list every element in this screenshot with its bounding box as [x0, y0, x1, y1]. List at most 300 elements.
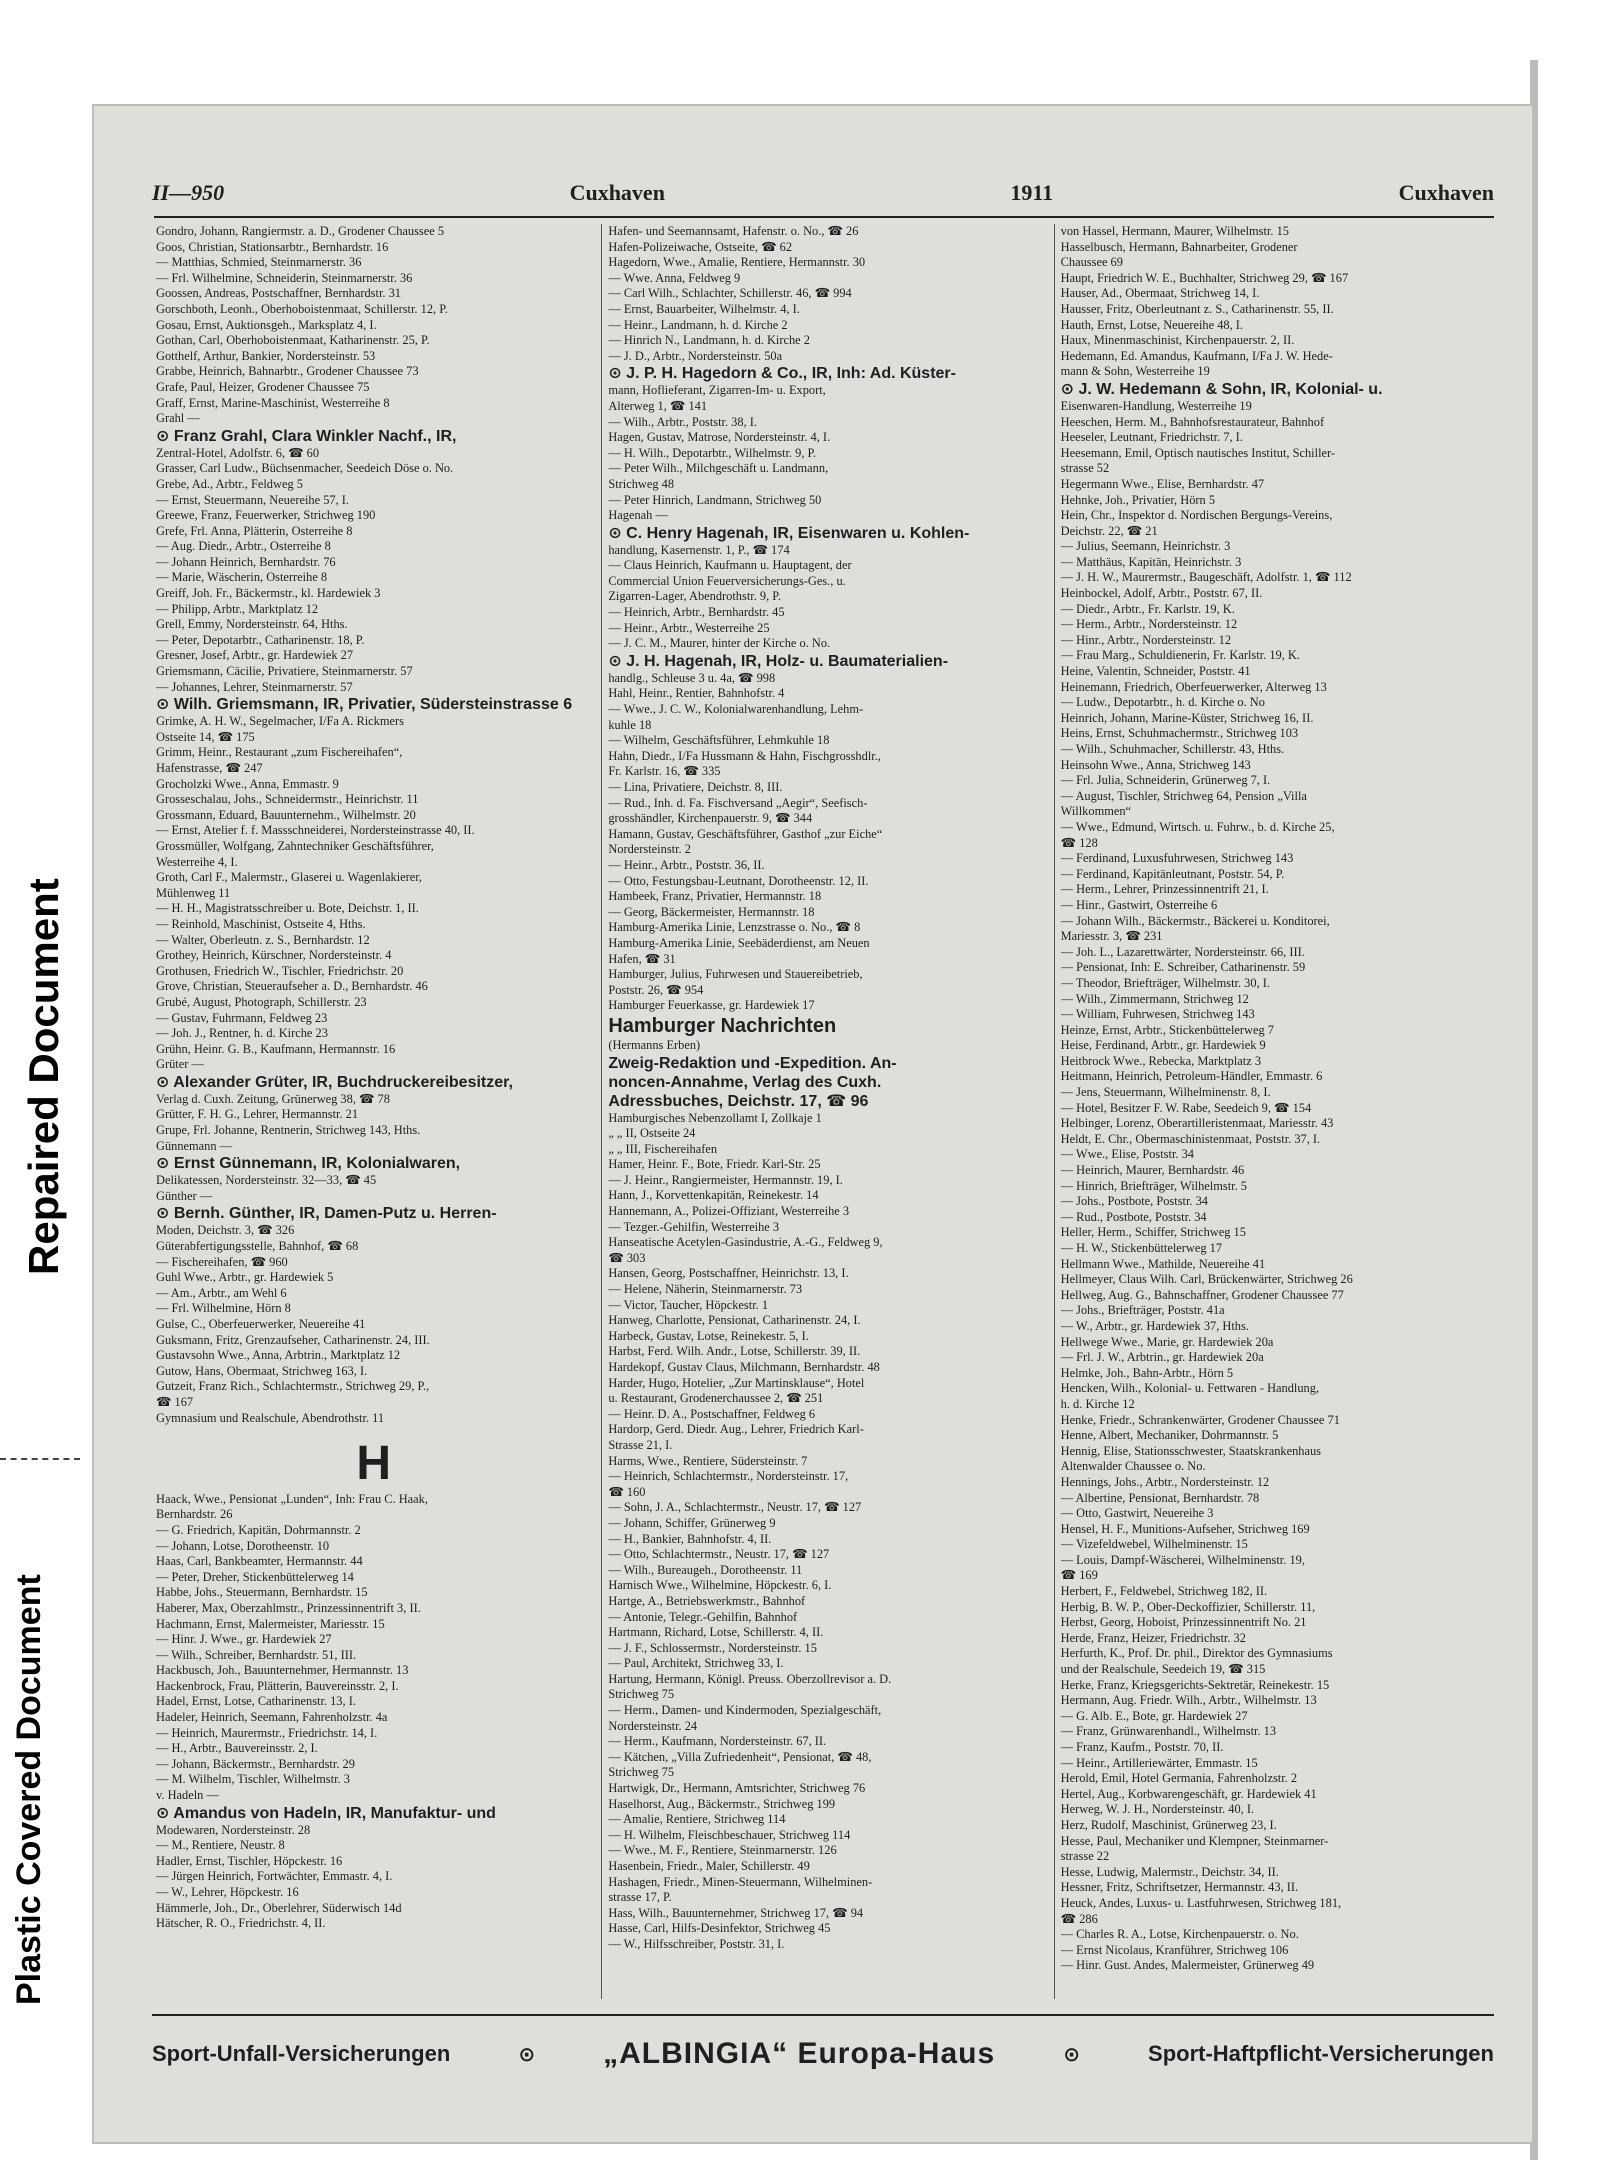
header-city-right: Cuxhaven [1398, 180, 1494, 205]
footer-right-ad: Sport-Haftpflicht-Versicherungen [1148, 2041, 1494, 2066]
directory-entry: Heitbrock Wwe., Rebecka, Marktplatz 3 [1060, 1053, 1262, 1068]
directory-entry: Hennig, Elise, Stationsschwester, Staatskrankenhaus [1060, 1443, 1321, 1458]
directory-entry: ⊙ Ernst Günnemann, IR, Kolonialwaren, [156, 1155, 461, 1173]
directory-entry: Heinrich, Johann, Marine-Küster, Strichweg 16, II. [1060, 710, 1314, 725]
directory-entry: Nordersteinstr. 2 [608, 842, 691, 857]
directory-entry: — Heinrich, Maurermstr., Friedrichstr. 14, I. [156, 1725, 378, 1740]
directory-entry: ⊙ Amandus von Hadeln, IR, Manufaktur- und [156, 1804, 496, 1822]
page-number: II—950 [152, 180, 225, 205]
directory-entry: Hartmann, Richard, Lotse, Schillerstr. 4, II. [608, 1625, 824, 1640]
directory-entry: — Ernst Nicolaus, Kranführer, Strichweg 106 [1060, 1942, 1289, 1957]
directory-entry: Herke, Franz, Kriegsgerichts-Sektretär, Reinekestr. 15 [1060, 1677, 1330, 1692]
directory-page [92, 104, 1534, 2144]
directory-entry: — Heinr. D. A., Postschaffner, Feldweg 6 [608, 1406, 816, 1421]
directory-entry: — Ernst, Steuermann, Neuereihe 57, I. [156, 492, 350, 507]
directory-entry: Heise, Ferdinand, Arbtr., gr. Hardewiek 9 [1060, 1038, 1266, 1053]
directory-entry: Gulse, C., Oberfeuerwerker, Neuereihe 41 [156, 1317, 366, 1331]
directory-entry: Harnisch Wwe., Wilhelmine, Höpckestr. 6, I. [608, 1578, 832, 1593]
directory-entry: — Hinrich, Briefträger, Wilhelmstr. 5 [1060, 1178, 1247, 1193]
directory-entry: — Kätchen, „Villa Zufriedenheit“, Pensionat, ☎ 48, [608, 1749, 872, 1764]
directory-entry: ⊙ Bernh. Günther, IR, Damen-Putz u. Herren- [156, 1205, 497, 1223]
directory-entry: Hessner, Fritz, Schriftsetzer, Hermannstr. 43, II. [1060, 1880, 1299, 1895]
directory-entry: Hamer, Heinr. F., Bote, Friedr. Karl-Str. 25 [608, 1157, 821, 1172]
directory-entry: Grahl — [156, 411, 200, 426]
directory-entry: — Peter Wilh., Milchgeschäft u. Landmann, [608, 461, 829, 476]
directory-entry: Nordersteinstr. 24 [608, 1718, 698, 1733]
directory-entry: Hennings, Johs., Arbtr., Nordersteinstr. 12 [1060, 1474, 1270, 1489]
directory-entry: Helmke, Joh., Bahn-Arbtr., Hörn 5 [1060, 1365, 1234, 1380]
column-1 [156, 224, 591, 1999]
directory-entry: Hellmeyer, Claus Wilh. Carl, Brückenwärter, Strichweg 26 [1060, 1272, 1353, 1287]
directory-entry: Grothusen, Friedrich W., Tischler, Friedrichstr. 20 [156, 963, 404, 978]
directory-entry: — Tezger.-Gehilfin, Westerreihe 3 [608, 1219, 780, 1234]
directory-entry: handlg., Schleuse 3 u. 4a, ☎ 998 [608, 670, 776, 685]
directory-entry: — Johannes, Lehrer, Steinmarnerstr. 57 [156, 679, 353, 694]
directory-entry: — W., Arbtr., gr. Hardewiek 37, Hths. [1060, 1318, 1249, 1333]
directory-entry: Herold, Emil, Hotel Germania, Fahrenholzstr. 2 [1060, 1771, 1298, 1786]
directory-entry: — Johs., Briefträger, Poststr. 41a [1060, 1303, 1225, 1318]
directory-entry: Zentral-Hotel, Adolfstr. 6, ☎ 60 [156, 445, 320, 460]
directory-entry: Gustavsohn Wwe., Anna, Arbtrin., Marktplatz 12 [156, 1348, 401, 1363]
directory-entry: Günther — [156, 1188, 213, 1203]
directory-columns [156, 224, 1496, 1999]
directory-entry: Harms, Wwe., Rentiere, Südersteinstr. 7 [608, 1453, 808, 1468]
directory-entry: — Diedr., Arbtr., Fr. Karlstr. 19, K. [1060, 601, 1235, 616]
directory-entry: Hesse, Paul, Mechaniker und Klempner, Steinmarner- [1060, 1833, 1329, 1848]
directory-entry: v. Hadeln — [156, 1788, 219, 1803]
directory-entry: Hamann, Gustav, Geschäftsführer, Gasthof „zur Eiche“ [608, 826, 883, 841]
directory-entry: Hambeek, Franz, Privatier, Hermannstr. 18 [608, 889, 822, 904]
directory-entry: — H., Bankier, Bahnhofstr. 4, II. [608, 1531, 772, 1546]
directory-entry: Hagedorn, Wwe., Amalie, Rentiere, Hermannstr. 30 [608, 255, 866, 270]
header-city-left: Cuxhaven [569, 180, 665, 205]
directory-entry: Hasenbein, Friedr., Maler, Schillerstr. 49 [608, 1859, 810, 1873]
directory-entry: — Matthias, Schmied, Steinmarnerstr. 36 [156, 255, 362, 270]
directory-entry: Hamburgisches Nebenzollamt I, Zollkaje 1 [608, 1110, 822, 1125]
directory-entry: ⊙ J. P. H. Hagedorn & Co., IR, Inh: Ad. Küster- [608, 365, 956, 383]
directory-entry: Heinemann, Friedrich, Oberfeuerwerker, Alterweg 13 [1060, 679, 1327, 694]
directory-entry: — Louis, Dampf-Wäscherei, Wilhelminenstr. 19, [1060, 1552, 1305, 1567]
directory-entry: — H. Wilh., Depotarbtr., Wilhelmstr. 9, P. [608, 445, 817, 460]
directory-entry: Gutzeit, Franz Rich., Schlachtermstr., Strichweg 29, P., [156, 1379, 430, 1394]
directory-entry: Strichweg 75 [608, 1765, 675, 1780]
directory-entry: Hartge, A., Betriebswerkmstr., Bahnhof [608, 1593, 806, 1608]
section-heading: Hamburger Nachrichten [608, 1014, 837, 1037]
directory-entry: Gutow, Hans, Obermaat, Strichweg 163, I. [156, 1363, 368, 1378]
highlighted-entry: Adressbuches, Deichstr. 17, ☎ 96 [608, 1092, 869, 1110]
directory-entry: — Gustav, Fuhrmann, Feldweg 23 [156, 1010, 328, 1025]
directory-entry: — Rud., Postbote, Poststr. 34 [1060, 1209, 1207, 1224]
directory-entry: Hamburg-Amerika Linie, Seebäderdienst, am Neuen [608, 935, 870, 950]
directory-entry: Hauser, Ad., Obermaat, Strichweg 14, I. [1060, 286, 1260, 301]
column-2 [601, 224, 1043, 1999]
directory-entry: ⊙ Alexander Grüter, IR, Buchdruckereibesitzer, [156, 1073, 513, 1091]
directory-entry: Hamburger Feuerkasse, gr. Hardewiek 17 [608, 998, 815, 1013]
directory-entry: — Heinr., Arbtr., Westerreihe 25 [608, 620, 770, 635]
directory-entry: Gorschboth, Leonh., Oberhoboistenmaat, Schillerstr. 12, P. [156, 301, 448, 316]
directory-entry: Gosau, Ernst, Auktionsgeh., Marksplatz 4, I. [156, 317, 377, 332]
directory-entry: — Peter Hinrich, Landmann, Strichweg 50 [608, 492, 822, 507]
directory-entry: — J. D., Arbtr., Nordersteinstr. 50a [608, 348, 783, 363]
directory-entry: u. Restaurant, Grodenerchaussee 2, ☎ 251 [608, 1391, 824, 1406]
directory-entry: Helbinger, Lorenz, Oberartilleristenmaat, Mariesstr. 43 [1060, 1116, 1334, 1131]
directory-entry: — Ernst, Atelier f. f. Massschneiderei, Nordersteinstrasse 40, II. [156, 823, 475, 838]
directory-entry: — Claus Heinrich, Kaufmann u. Hauptagent, der [608, 558, 852, 573]
directory-entry: — J. Heinr., Rangiermeister, Hermannstr. 19, I. [608, 1172, 843, 1187]
directory-entry: Günnemann — [156, 1138, 233, 1153]
directory-entry: — Philipp, Arbtr., Marktplatz 12 [156, 601, 319, 616]
directory-entry: Goossen, Andreas, Postschaffner, Bernhardstr. 31 [156, 286, 401, 301]
directory-entry: — Frl. Wilhelmine, Schneiderin, Steinmarnerstr. 36 [156, 270, 413, 285]
directory-entry: Heinze, Ernst, Arbtr., Stickenbüttelerweg 7 [1060, 1022, 1274, 1037]
directory-entry: — W., Lehrer, Höpckestr. 16 [156, 1885, 299, 1899]
directory-entry: Grefe, Frl. Anna, Plätterin, Osterreihe 8 [156, 523, 353, 538]
directory-entry: ☎ 286 [1060, 1911, 1098, 1926]
directory-entry: Hesse, Ludwig, Malermstr., Deichstr. 34, II. [1060, 1864, 1279, 1879]
directory-entry: ☎ 167 [156, 1394, 194, 1409]
directory-entry: (Hermanns Erben) [608, 1037, 701, 1052]
directory-entry: — Wwe., M. F., Rentiere, Steinmarnerstr. 126 [608, 1843, 837, 1858]
advertisement-footer [152, 2014, 1494, 2084]
directory-entry: Hellwege Wwe., Marie, gr. Hardewiek 20a [1060, 1334, 1274, 1349]
directory-entry: Mühlenweg 11 [156, 885, 231, 900]
directory-entry: Hensel, H. F., Munitions-Aufseher, Strichweg 169 [1060, 1521, 1310, 1536]
directory-entry: — Amalie, Rentiere, Strichweg 114 [608, 1812, 786, 1827]
directory-entry: — Johann Heinrich, Bernhardstr. 76 [156, 554, 336, 569]
directory-entry: Henke, Friedr., Schrankenwärter, Grodener Chaussee 71 [1060, 1412, 1340, 1427]
directory-entry: Heeseler, Leutnant, Friedrichstr. 7, I. [1060, 430, 1243, 445]
directory-entry: Greewe, Franz, Feuerwerker, Strichweg 190 [156, 508, 376, 523]
directory-entry: Hagen, Gustav, Matrose, Nordersteinstr. 4, I. [608, 430, 831, 445]
directory-entry: Modewaren, Nordersteinstr. 28 [156, 1822, 311, 1837]
repaired-label: Repaired Document [20, 878, 67, 1275]
directory-entry: — Hinrich N., Landmann, h. d. Kirche 2 [608, 333, 810, 348]
directory-entry: Hauth, Ernst, Lotse, Neuereihe 48, I. [1060, 317, 1244, 332]
directory-entry: Heins, Ernst, Schuhmachermstr., Strichweg 103 [1060, 726, 1299, 741]
directory-entry: Harbeck, Gustav, Lotse, Reinekestr. 5, I. [608, 1328, 809, 1343]
directory-entry: Haack, Wwe., Pensionat „Lunden“, Inh: Frau C. Haak, [156, 1491, 428, 1506]
directory-entry: Habbe, Johs., Steuermann, Bernhardstr. 15 [156, 1585, 368, 1600]
directory-entry: — Lina, Privatiere, Deichstr. 8, III. [608, 780, 783, 794]
directory-entry: — Herm., Kaufmann, Nordersteinstr. 67, II. [608, 1734, 827, 1749]
directory-entry: — Heinr., Landmann, h. d. Kirche 2 [608, 317, 788, 332]
directory-entry: ☎ 160 [608, 1484, 646, 1499]
directory-entry: — Pensionat, Inh: E. Schreiber, Catharinenstr. 59 [1060, 960, 1306, 975]
directory-entry: — G. Friedrich, Kapitän, Dohrmannstr. 2 [156, 1522, 361, 1537]
directory-entry: Moden, Deichstr. 3, ☎ 326 [156, 1223, 295, 1238]
directory-entry: Hansen, Georg, Postschaffner, Heinrichstr. 13, I. [608, 1266, 849, 1281]
directory-entry: Hartung, Hermann, Königl. Preuss. Oberzollrevisor a. D. [608, 1671, 892, 1686]
directory-entry: Strichweg 75 [608, 1687, 675, 1702]
directory-entry: Chaussee 69 [1060, 255, 1123, 270]
directory-entry: Hardekopf, Gustav Claus, Milchmann, Bernhardstr. 48 [608, 1360, 880, 1374]
directory-entry: Zigarren-Lager, Abendrothstr. 9, P. [608, 589, 781, 604]
directory-entry: Delikatessen, Nordersteinstr. 32—33, ☎ 45 [156, 1173, 377, 1188]
directory-entry: — Joh. L., Lazarettwärter, Nordersteinstr. 66, III. [1060, 944, 1305, 959]
directory-entry: — Wilhelm, Geschäftsführer, Lehmkuhle 18 [608, 733, 830, 748]
directory-entry: Hafen- und Seemannsamt, Hafenstr. o. No., ☎ 26 [608, 224, 859, 238]
directory-entry: — Johann Wilh., Bäckermstr., Bäckerei u. Konditorei, [1060, 913, 1330, 928]
directory-entry: Haberer, Max, Oberzahlmstr., Prinzessinnentrift 3, II. [156, 1600, 421, 1615]
directory-entry: — Heinrich, Schlachtermstr., Nordersteinstr. 17, [608, 1469, 849, 1484]
directory-entry: — Johann, Lotse, Dorotheenstr. 10 [156, 1538, 330, 1553]
directory-entry: Gresner, Josef, Arbtr., gr. Hardewiek 27 [156, 648, 354, 663]
directory-entry: — Otto, Festungsbau-Leutnant, Dorotheenstr. 12, II. [608, 873, 869, 888]
directory-entry: — J. F., Schlossermstr., Nordersteinstr. 15 [608, 1640, 817, 1655]
directory-entry: — Frau Marg., Schuldienerin, Fr. Karlstr. 19, K. [1060, 648, 1300, 663]
directory-entry: — Frl. Wilhelmine, Hörn 8 [156, 1301, 291, 1316]
directory-entry: — Matthäus, Kapitän, Heinrichstr. 3 [1060, 554, 1242, 569]
directory-entry: Herbig, B. W. P., Ober-Deckoffizier, Schillerstr. 11, [1060, 1599, 1316, 1614]
directory-entry: Gondro, Johann, Rangiermstr. a. D., Grodener Chaussee 5 [156, 224, 445, 238]
directory-entry: „ „ III, Fischereihafen [608, 1141, 718, 1156]
directory-entry: strasse 17, P. [608, 1890, 672, 1905]
directory-entry: Grocholzki Wwe., Anna, Emmastr. 9 [156, 776, 339, 791]
directory-entry: — Vizefeldwebel, Wilhelminenstr. 15 [1060, 1537, 1248, 1552]
directory-entry: Hardorp, Gerd. Diedr. Aug., Lehrer, Friedrich Karl- [608, 1422, 864, 1437]
directory-entry: — Ernst, Bauarbeiter, Wilhelmstr. 4, I. [608, 301, 800, 316]
directory-entry: — Jürgen Heinrich, Fortwächter, Emmastr. 4, I. [156, 1869, 393, 1884]
directory-entry: Grimm, Heinr., Restaurant „zum Fischereihafen“, [156, 745, 403, 760]
highlighted-entry: Zweig-Redaktion und -Expedition. An- [608, 1054, 897, 1072]
directory-entry: — Ferdinand, Kapitänleutnant, Poststr. 54, P. [1060, 866, 1285, 881]
directory-entry: Grasser, Carl Ludw., Büchsenmacher, Seedeich Döse o. No. [156, 461, 454, 476]
directory-entry: Altenwalder Chaussee o. No. [1060, 1459, 1206, 1474]
directory-entry: Grimke, A. H. W., Segelmacher, I/Fa A. Rickmers [156, 714, 404, 729]
directory-entry: Graff, Ernst, Marine-Maschinist, Westerreihe 8 [156, 395, 390, 410]
directory-entry: Hehnke, Joh., Privatier, Hörn 5 [1060, 492, 1216, 507]
directory-entry: Heitmann, Heinrich, Petroleum-Händler, Emmastr. 6 [1060, 1069, 1323, 1084]
directory-entry: Strichweg 48 [608, 476, 675, 491]
directory-entry: — Julius, Seemann, Heinrichstr. 3 [1060, 539, 1231, 554]
directory-entry: Grell, Emmy, Nordersteinstr. 64, Hths. [156, 617, 348, 632]
directory-entry: — Hotel, Besitzer F. W. Rabe, Seedeich 9, ☎ 154 [1060, 1100, 1312, 1115]
directory-entry: Hencken, Wilh., Kolonial- u. Fettwaren - Handlung, [1060, 1381, 1320, 1396]
directory-entry: — Hinr. Gust. Andes, Malermeister, Grünerweg 49 [1060, 1958, 1315, 1973]
directory-entry: — Wwe. Anna, Feldweg 9 [608, 270, 741, 285]
directory-entry: Grove, Christian, Steueraufseher a. D., Bernhardstr. 46 [156, 979, 428, 994]
directory-entry: — Johann, Schiffer, Grünerweg 9 [608, 1515, 776, 1530]
directory-entry: — Hinr. J. Wwe., gr. Hardewiek 27 [156, 1632, 332, 1647]
directory-entry: Herfurth, K., Prof. Dr. phil., Direktor des Gymnasiums [1060, 1646, 1333, 1661]
directory-entry: Grossmüller, Wolfgang, Zahntechniker Geschäftsführer, [156, 838, 434, 853]
directory-entry: — Wilh., Schreiber, Bernhardstr. 51, III. [156, 1647, 357, 1662]
directory-entry: Hass, Wilh., Bauunternehmer, Strichweg 17, ☎ 94 [608, 1905, 864, 1920]
directory-entry: Hagenah — [608, 508, 668, 523]
directory-entry: — Herm., Arbtr., Nordersteinstr. 12 [1060, 617, 1238, 632]
directory-entry: Henne, Albert, Mechaniker, Dohrmannstr. 5 [1060, 1428, 1279, 1443]
directory-entry: Hadeler, Heinrich, Seemann, Fahrenholzstr. 4a [156, 1710, 388, 1725]
footer-center-ad: „ALBINGIA“ Europa-Haus [603, 2037, 996, 2070]
directory-entry: Heeschen, Herm. M., Bahnhofsrestaurateur, Bahnhof [1060, 414, 1325, 429]
directory-entry: — Wwe., Edmund, Wirtsch. u. Fuhrw., b. d. Kirche 25, [1060, 819, 1335, 834]
directory-entry: — Johs., Postbote, Poststr. 34 [1060, 1194, 1208, 1209]
directory-entry: — Fischereihafen, ☎ 960 [156, 1254, 288, 1269]
directory-entry: — Albertine, Pensionat, Bernhardstr. 78 [1060, 1490, 1260, 1505]
directory-entry: Hertel, Aug., Korbwarengeschäft, gr. Hardewiek 41 [1060, 1786, 1317, 1801]
directory-entry: Hamburger, Julius, Fuhrwesen und Stauereibetrieb, [608, 967, 863, 982]
directory-entry: — Otto, Gastwirt, Neuereihe 3 [1060, 1506, 1214, 1521]
directory-entry: Guksmann, Fritz, Grenzaufseher, Catharinenstr. 24, III. [156, 1332, 430, 1347]
page-header [152, 180, 1494, 216]
directory-entry: Heuck, Andes, Luxus- u. Lastfuhrwesen, Strichweg 181, [1060, 1895, 1342, 1910]
footer-left-ad: Sport-Unfall-Versicherungen [152, 2041, 451, 2066]
directory-entry: — Paul, Architekt, Strichweg 33, I. [608, 1656, 784, 1671]
directory-entry: Gothan, Carl, Oberhoboistenmaat, Katharinenstr. 25, P. [156, 333, 430, 348]
directory-entry: — M., Rentiere, Neustr. 8 [156, 1838, 285, 1853]
directory-entry: Herweg, W. J. H., Nordersteinstr. 40, I. [1060, 1802, 1255, 1817]
directory-entry: — Wwe., J. C. W., Kolonialwarenhandlung, Lehm- [608, 702, 864, 717]
directory-entry: — Victor, Taucher, Höpckestr. 1 [608, 1297, 769, 1312]
footer-dot-left: ⊙ [518, 2043, 536, 2066]
directory-entry: Hellmann Wwe., Mathilde, Neuereihe 41 [1060, 1256, 1266, 1271]
directory-entry: Hein, Chr., Inspektor d. Nordischen Bergungs-Vereins, [1060, 508, 1333, 523]
directory-entry: — M. Wilhelm, Tischler, Wilhelmstr. 3 [156, 1772, 350, 1787]
directory-entry: — William, Fuhrwesen, Strichweg 143 [1060, 1007, 1255, 1022]
directory-entry: Gotthelf, Arthur, Bankier, Nordersteinstr. 53 [156, 348, 376, 363]
directory-entry: Hämmerle, Joh., Dr., Oberlehrer, Süderwisch 14d [156, 1900, 402, 1915]
directory-entry: Hedemann, Ed. Amandus, Kaufmann, I/Fa J. W. Hede- [1060, 348, 1333, 363]
directory-entry: Grossmann, Eduard, Bauunternehm., Wilhelmstr. 20 [156, 807, 416, 822]
directory-entry: — Marie, Wäscherin, Osterreihe 8 [156, 570, 328, 585]
directory-entry: Bernhardstr. 26 [156, 1507, 233, 1522]
directory-entry: ⊙ C. Henry Hagenah, IR, Eisenwaren u. Kohlen- [608, 524, 970, 542]
directory-entry: — Wilh., Schuhmacher, Schillerstr. 43, Hths. [1060, 742, 1285, 756]
directory-entry: — Peter, Dreher, Stickenbüttelerweg 14 [156, 1569, 354, 1584]
directory-entry: grosshändler, Kirchenpauerstr. 9, ☎ 344 [608, 811, 813, 826]
directory-entry: — W., Hilfsschreiber, Poststr. 31, I. [608, 1936, 785, 1951]
directory-entry: — Hinr., Gastwirt, Osterreihe 6 [1060, 897, 1218, 912]
directory-entry: — Charles R. A., Lotse, Kirchenpauerstr. o. No. [1060, 1927, 1299, 1942]
section-letter: H [356, 1437, 391, 1491]
directory-entry: Hasse, Carl, Hilfs-Desinfektor, Strichweg 45 [608, 1921, 831, 1936]
header-year: 1911 [1010, 180, 1054, 205]
directory-entry: — Carl Wilh., Schlachter, Schillerstr. 46, ☎ 994 [608, 286, 852, 301]
directory-entry: — Reinhold, Maschinist, Ostseite 4, Hths. [156, 916, 366, 931]
directory-entry: — Ferdinand, Luxusfuhrwesen, Strichweg 143 [1060, 851, 1294, 866]
directory-entry: — Heinr., Arbtr., Poststr. 36, II. [608, 857, 765, 872]
directory-entry: Heesemann, Emil, Optisch nautisches Institut, Schiller- [1060, 445, 1336, 460]
directory-entry: Strasse 21, I. [608, 1437, 673, 1452]
directory-entry: Groth, Carl F., Malermstr., Glaserei u. Wagenlakierer, [156, 870, 423, 885]
directory-entry: Haas, Carl, Bankbeamter, Hermannstr. 44 [156, 1554, 363, 1569]
directory-entry: — August, Tischler, Strichweg 64, Pension „Villa [1060, 788, 1307, 803]
directory-entry: — Hinr., Arbtr., Nordersteinstr. 12 [1060, 632, 1232, 647]
directory-entry: Willkommen“ [1060, 804, 1132, 819]
directory-entry: Güterabfertigungsstelle, Bahnhof, ☎ 68 [156, 1239, 359, 1254]
directory-entry: Hegermann Wwe., Elise, Bernhardstr. 47 [1060, 476, 1265, 491]
directory-entry: Heinbockel, Adolf, Arbtr., Poststr. 67, II. [1060, 586, 1263, 601]
directory-entry: — Jens, Steuermann, Wilhelminenstr. 8, I. [1060, 1085, 1271, 1100]
header-rule [154, 216, 1494, 218]
directory-entry: Griemsmann, Cäcilie, Privatiere, Steinmarnerstr. 57 [156, 664, 413, 679]
directory-entry: — J. H. W., Maurermstr., Baugeschäft, Adolfstr. 1, ☎ 112 [1060, 570, 1352, 585]
directory-entry: Eisenwaren-Handlung, Westerreihe 19 [1060, 398, 1252, 413]
directory-entry: kuhle 18 [608, 717, 652, 732]
directory-entry: — Am., Arbtr., am Wehl 6 [156, 1285, 287, 1300]
directory-entry: Grebe, Ad., Arbtr., Feldweg 5 [156, 476, 303, 491]
directory-entry: Westerreihe 4, I. [156, 854, 238, 869]
directory-entry: — Peter, Depotarbtr., Catharinenstr. 18, P. [156, 632, 365, 647]
directory-entry: Haux, Minenmaschinist, Kirchenpauerstr. 2, II. [1060, 333, 1295, 348]
directory-entry: Grosseschalau, Johs., Schneidermstr., Heinrichstr. 11 [156, 792, 419, 807]
directory-entry: Hackbusch, Joh., Bauunternehmer, Hermannstr. 13 [156, 1663, 409, 1678]
directory-entry: mann & Sohn, Westerreihe 19 [1060, 364, 1210, 379]
directory-entry: Alterweg 1, ☎ 141 [608, 398, 708, 413]
directory-entry: — Wilh., Zimmermann, Strichweg 12 [1060, 991, 1249, 1006]
column-3 [1054, 224, 1496, 1999]
directory-entry: strasse 22 [1060, 1849, 1110, 1864]
directory-entry: Fr. Karlstr. 16, ☎ 335 [608, 764, 721, 779]
directory-entry: Hafenstrasse, ☎ 247 [156, 761, 263, 775]
directory-entry: — Wilh., Arbtr., Poststr. 38, I. [608, 414, 757, 429]
directory-entry: Hamburg-Amerika Linie, Lenzstrasse o. No., ☎ 8 [608, 920, 861, 935]
directory-entry: Poststr. 26, ☎ 954 [608, 982, 704, 997]
directory-entry: Grabbe, Heinrich, Bahnarbtr., Grodener Chaussee 73 [156, 364, 419, 379]
directory-entry: Heine, Valentin, Schneider, Poststr. 41 [1060, 664, 1251, 679]
directory-entry: handlung, Kasernenstr. 1, P., ☎ 174 [608, 542, 790, 557]
directory-entry: Herz, Rudolf, Maschinist, Grünerweg 23, I. [1060, 1817, 1277, 1832]
directory-entry: ☎ 169 [1060, 1568, 1098, 1583]
directory-entry: — J. C. M., Maurer, hinter der Kirche o. No. [608, 636, 831, 651]
directory-entry: Hackenbrock, Frau, Plätterin, Bauvereinsstr. 2, I. [156, 1678, 399, 1693]
directory-entry: ☎ 303 [608, 1250, 646, 1265]
directory-entry: Heinsohn Wwe., Anna, Strichweg 143 [1060, 757, 1251, 772]
directory-entry: Grütter, F. H. G., Lehrer, Hermannstr. 21 [156, 1107, 359, 1122]
directory-entry: Hellweg, Aug. G., Bahnschaffner, Grodener Chaussee 77 [1060, 1287, 1344, 1302]
directory-entry: — Franz, Grünwarenhandl., Wilhelmstr. 13 [1060, 1724, 1277, 1739]
directory-entry: — Walter, Oberleutn. z. S., Bernhardstr. 12 [156, 932, 370, 947]
directory-entry: — Frl. J. W., Arbtrin., gr. Hardewiek 20a [1060, 1350, 1264, 1365]
directory-entry: „ „ II, Ostseite 24 [608, 1126, 696, 1141]
directory-entry: — H. W., Stickenbüttelerweg 17 [1060, 1241, 1223, 1255]
directory-entry: — Herm., Lehrer, Prinzessinnentrift 21, I. [1060, 882, 1269, 897]
directory-entry: — Rud., Inh. d. Fa. Fischversand „Aegir“, Seefisch- [608, 795, 868, 810]
directory-entry: Grühn, Heinr. G. B., Kaufmann, Hermannstr. 16 [156, 1041, 396, 1056]
directory-entry: Deichstr. 22, ☎ 21 [1060, 523, 1158, 538]
plastic-covered-label: Plastic Covered Document [10, 1574, 48, 2005]
directory-entry: Herbst, Georg, Hoboist, Prinzessinnentrift No. 21 [1060, 1615, 1307, 1630]
directory-entry: Hafen-Polizeiwache, Ostseite, ☎ 62 [608, 239, 793, 254]
directory-entry: Haselhorst, Aug., Bäckermstr., Strichweg 199 [608, 1796, 836, 1811]
directory-entry: — Herm., Damen- und Kindermoden, Spezialgeschäft, [608, 1703, 882, 1718]
directory-entry: Guhl Wwe., Arbtr., gr. Hardewiek 5 [156, 1270, 334, 1285]
directory-entry: Hartwigk, Dr., Hermann, Amtsrichter, Strichweg 76 [608, 1781, 866, 1796]
directory-entry: — Sohn, J. A., Schlachtermstr., Neustr. 17, ☎ 127 [608, 1500, 862, 1515]
directory-entry: Hanseatische Acetylen-Gasindustrie, A.-G., Feldweg 9, [608, 1235, 883, 1250]
directory-entry: Verlag d. Cuxh. Zeitung, Grünerweg 38, ☎ 78 [156, 1091, 390, 1106]
directory-entry: Hahl, Heinr., Rentier, Bahnhofstr. 4 [608, 686, 785, 701]
directory-entry: Commercial Union Feuerversicherungs-Ges., u. [608, 573, 846, 588]
directory-entry: — Aug. Diedr., Arbtr., Osterreihe 8 [156, 539, 331, 554]
directory-entry: ⊙ Franz Grahl, Clara Winkler Nachf., IR, [156, 427, 457, 445]
directory-entry: Hashagen, Friedr., Minen-Steuermann, Wilhelminen- [608, 1874, 873, 1889]
directory-entry: Hann, J., Korvettenkapitän, Reinekestr. 14 [608, 1188, 819, 1203]
directory-entry: ⊙ J. H. Hagenah, IR, Holz- u. Baumaterialien- [608, 652, 949, 670]
directory-entry: Grothey, Heinrich, Kürschner, Nordersteinstr. 4 [156, 948, 392, 963]
directory-entry: h. d. Kirche 12 [1060, 1396, 1135, 1411]
directory-entry: Heller, Herm., Schiffer, Strichweg 15 [1060, 1225, 1246, 1240]
directory-entry: Hätscher, R. O., Friedrichstr. 4, II. [156, 1916, 326, 1931]
directory-entry: Grubé, August, Photograph, Schillerstr. 23 [156, 994, 367, 1009]
footer-dot-right: ⊙ [1063, 2043, 1080, 2066]
directory-entry: — H. H., Magistratsschreiber u. Bote, Deichstr. 1, II. [156, 901, 419, 916]
directory-entry: Gymnasium und Realschule, Abendrothstr. 11 [156, 1410, 385, 1425]
directory-entry: und der Realschule, Seedeich 19, ☎ 315 [1060, 1662, 1266, 1677]
directory-entry: Hannemann, A., Polizei-Offiziant, Westerreihe 3 [608, 1204, 850, 1219]
directory-entry: Hahn, Diedr., I/Fa Hussmann & Hahn, Fischgrosshdlr., [608, 748, 881, 763]
directory-entry: — Franz, Kaufm., Poststr. 70, II. [1060, 1740, 1224, 1754]
